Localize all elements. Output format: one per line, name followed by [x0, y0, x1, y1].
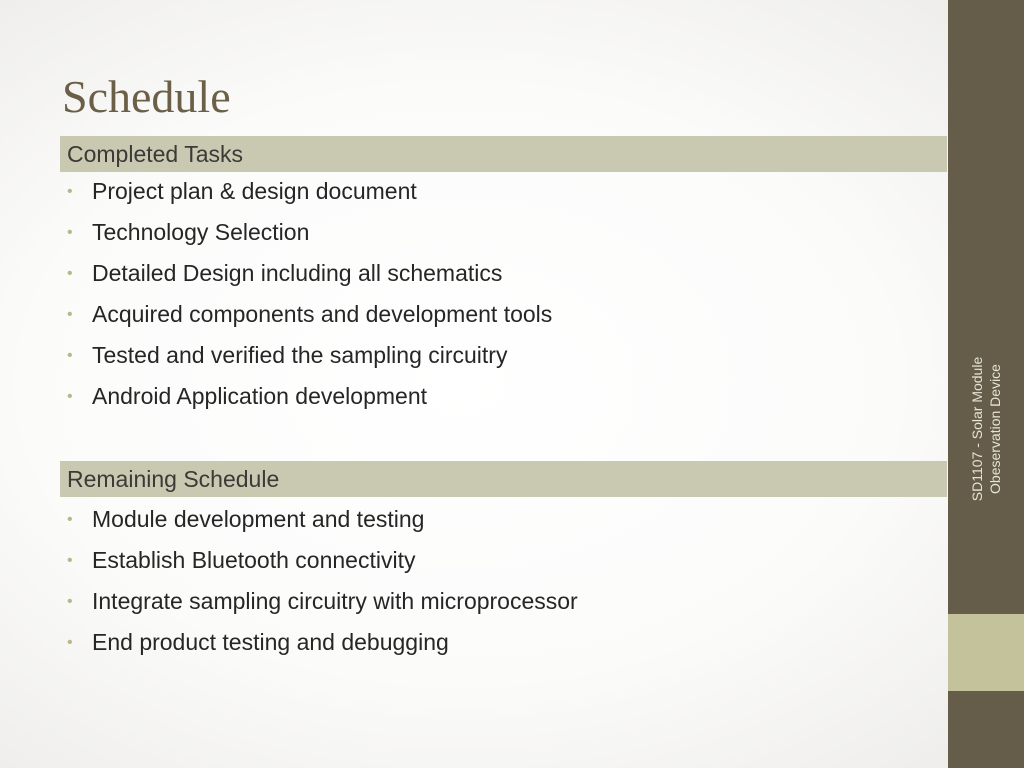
list-item-text: Establish Bluetooth connectivity — [92, 547, 416, 573]
list-item-text: End product testing and debugging — [92, 629, 449, 655]
section-header-remaining-schedule: Remaining Schedule — [60, 461, 947, 497]
slide-title: Schedule — [62, 71, 231, 122]
completed-tasks-list — [66, 171, 552, 417]
list-item — [66, 171, 552, 212]
list-item-text: Android Application development — [92, 383, 428, 409]
bullet-dot-icon: • — [67, 224, 73, 241]
bullet-dot-icon: • — [67, 265, 73, 282]
list-item — [66, 376, 552, 417]
bullet-dot-icon: • — [67, 388, 73, 405]
bullet-dot-icon: • — [67, 347, 73, 364]
list-item — [66, 212, 552, 253]
footer-line-2: Obeservation Device — [987, 364, 1003, 494]
list-item — [66, 253, 552, 294]
slide-footer — [968, 279, 1004, 579]
list-item-text: Tested and verified the sampling circuitry — [92, 342, 508, 368]
bullet-dot-icon: • — [67, 634, 73, 651]
footer-line-1: SD1107 - Solar Module — [969, 356, 985, 502]
list-item — [66, 335, 552, 376]
list-item-text: Project plan & design document — [92, 178, 417, 204]
list-item — [66, 622, 578, 663]
list-item-text: Module development and testing — [92, 506, 425, 532]
list-item — [66, 540, 578, 581]
remaining-schedule-list — [66, 499, 578, 663]
list-item-text: Technology Selection — [92, 219, 310, 245]
section-header-completed-tasks: Completed Tasks — [60, 136, 947, 172]
bullet-dot-icon: • — [67, 306, 73, 323]
list-item — [66, 294, 552, 335]
list-item — [66, 499, 578, 540]
bullet-dot-icon: • — [67, 511, 73, 528]
sidebar-accent-block — [948, 614, 1024, 691]
bullet-dot-icon: • — [67, 183, 73, 200]
list-item — [66, 581, 578, 622]
bullet-dot-icon: • — [67, 552, 73, 569]
bullet-dot-icon: • — [67, 593, 73, 610]
list-item-text: Acquired components and development tools — [92, 301, 553, 327]
list-item-text: Integrate sampling circuitry with microprocessor — [92, 588, 578, 614]
list-item-text: Detailed Design including all schematics — [92, 260, 503, 286]
